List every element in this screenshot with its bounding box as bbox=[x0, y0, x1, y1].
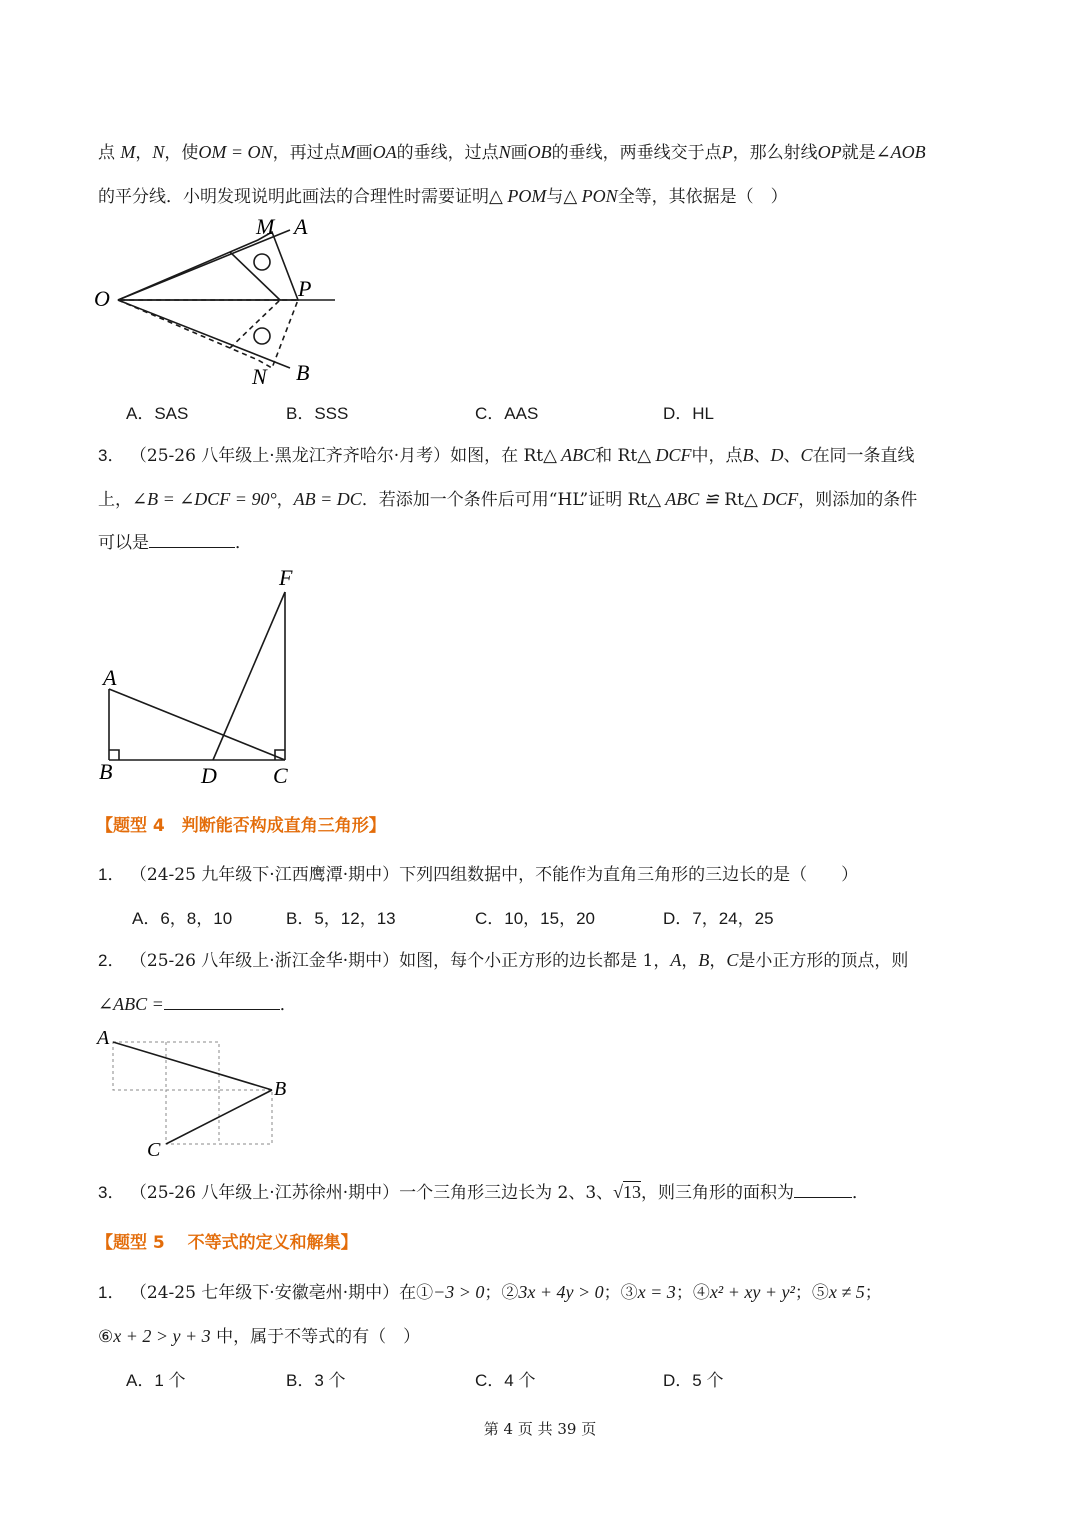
label-A: A bbox=[97, 1027, 110, 1049]
label-C: C bbox=[147, 1139, 161, 1161]
answer-blank[interactable] bbox=[164, 991, 280, 1010]
s4q2-line-1: 2． （25-26 八年级上·浙江金华·期中）如图，每个小正方形的边长都是 1，A，B，C是小正方形的顶点，则 bbox=[98, 950, 909, 971]
label-B: B bbox=[99, 759, 113, 784]
q2-option-b: B．SSS bbox=[286, 404, 349, 423]
answer-blank[interactable] bbox=[794, 1179, 852, 1198]
s4q1-line: 1． （24-25 九年级下·江西鹰潭·期中）下列四组数据中，不能作为直角三角形的三边长的是（ ） bbox=[98, 865, 859, 885]
label-M: M bbox=[256, 214, 275, 239]
grid-lines bbox=[113, 1042, 272, 1144]
right-triangles-figure bbox=[95, 565, 305, 790]
label-F: F bbox=[279, 565, 293, 590]
s4q2-line-2: ∠ABC = ． bbox=[98, 990, 297, 1015]
q2-line-1: 点 M，N，使OM = ON，再过点M画OA的垂线，过点N画OB的垂线，两垂线交于点P，那么射线OP就是∠AOB bbox=[98, 142, 926, 163]
s4q1-option-c: C．10，15，20 bbox=[475, 909, 596, 928]
hole-top bbox=[254, 254, 270, 270]
section-4-heading: 【题型 4 判断能否构成直角三角形】 bbox=[96, 816, 386, 836]
page-footer: 第 4 页 共 39 页 bbox=[483, 1420, 597, 1438]
s5q1-option-a: A．1 个 bbox=[126, 1371, 186, 1390]
hole-bottom bbox=[254, 328, 270, 344]
q2-line-2: 的平分线．小明发现说明此画法的合理性时需要证明△ POM与△ PON全等，其依据是（ ） bbox=[98, 186, 788, 207]
q2-option-c: C．AAS bbox=[475, 404, 539, 423]
s5q1-option-b: B．3 个 bbox=[286, 1371, 346, 1390]
label-N: N bbox=[252, 364, 267, 389]
s4q1-option-b: B．5，12，13 bbox=[286, 909, 396, 928]
label-P: P bbox=[298, 276, 312, 301]
section-5-heading: 【题型 5 不等式的定义和解集】 bbox=[96, 1233, 358, 1253]
grid-figure bbox=[95, 1022, 295, 1164]
label-A: A bbox=[294, 214, 308, 239]
s5q1-line-1: 1． （24-25 七年级下·安徽亳州·期中）在①−3 > 0；②3x + 4y > 0；③x = 3；④x² + xy + y²；⑤x ≠ 5； bbox=[98, 1282, 882, 1303]
q3-line-3: 可以是 ． bbox=[98, 528, 252, 553]
s5q1-option-c: C．4 个 bbox=[475, 1371, 536, 1390]
label-B: B bbox=[296, 360, 310, 385]
s4q1-option-a: A．6，8，10 bbox=[132, 909, 233, 928]
q3-line-1: 3． （25-26 八年级上·黑龙江齐齐哈尔·月考）如图，在 Rt△ ABC和 Rt△ DCF中，点B、D、C在同一条直线 bbox=[98, 445, 915, 466]
angle-bisector-figure bbox=[90, 210, 350, 390]
label-D: D bbox=[201, 763, 217, 788]
label-B: B bbox=[274, 1078, 287, 1100]
label-C: C bbox=[273, 763, 288, 788]
label-A: A bbox=[103, 665, 117, 690]
s5q1-option-d: D．5 个 bbox=[663, 1371, 724, 1390]
q2-option-d: D．HL bbox=[663, 404, 715, 423]
answer-blank[interactable] bbox=[149, 529, 235, 548]
s4q3-line: 3． （25-26 八年级上·江苏徐州·期中）一个三角形三边长为 2、3、√13，则三角形的面积为 ． bbox=[98, 1178, 869, 1203]
q2-option-a: A．SAS bbox=[126, 404, 189, 423]
q3-line-2: 上，∠B = ∠DCF = 90°，AB = DC．若添加一个条件后可用“HL”证明 Rt△ ABC ≌ Rt△ DCF，则添加的条件 bbox=[98, 489, 918, 510]
s4q1-option-d: D．7，24，25 bbox=[663, 909, 774, 928]
s5q1-line-2: ⑥x + 2 > y + 3 中，属于不等式的有（ ） bbox=[98, 1326, 421, 1347]
label-O: O bbox=[94, 286, 110, 311]
sqrt-symbol: √ bbox=[613, 1182, 624, 1202]
